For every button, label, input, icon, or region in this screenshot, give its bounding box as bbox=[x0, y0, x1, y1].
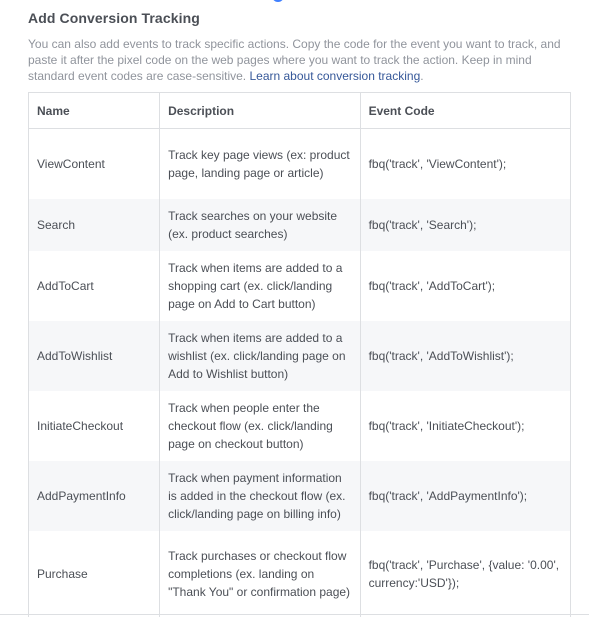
event-description: Track searches on your website (ex. product searches) bbox=[160, 199, 360, 251]
event-description: Track when payment information is added in the checkout flow (ex. click/landing page on billing info) bbox=[160, 461, 360, 531]
event-code[interactable]: fbq('track', 'AddPaymentInfo'); bbox=[360, 461, 570, 531]
event-description: Track when people enter the checkout flow (ex. click/landing page on checkout button) bbox=[160, 391, 360, 461]
event-code[interactable]: fbq('track', 'ViewContent'); bbox=[360, 129, 570, 200]
event-name: Search bbox=[29, 199, 160, 251]
table-row bbox=[29, 461, 571, 531]
table-row bbox=[29, 391, 571, 461]
column-header-name: Name bbox=[29, 93, 160, 129]
event-code[interactable]: fbq('track', 'Purchase', {value: '0.00', currency:'USD'}); bbox=[360, 531, 570, 617]
table-row bbox=[29, 531, 571, 617]
table-row bbox=[29, 251, 571, 321]
event-code[interactable]: fbq('track', 'Search'); bbox=[360, 199, 570, 251]
learn-about-conversion-tracking-link[interactable]: Learn about conversion tracking bbox=[249, 69, 421, 83]
table-row bbox=[29, 321, 571, 391]
info-icon bbox=[272, 0, 284, 2]
table-row bbox=[29, 199, 571, 251]
standard-events-table bbox=[28, 92, 571, 617]
event-name: AddToCart bbox=[29, 251, 160, 321]
event-name: AddToWishlist bbox=[29, 321, 160, 391]
divider bbox=[0, 614, 589, 615]
event-name: AddPaymentInfo bbox=[29, 461, 160, 531]
event-code[interactable]: fbq('track', 'InitiateCheckout'); bbox=[360, 391, 570, 461]
table-row bbox=[29, 129, 571, 200]
event-description: Track key page views (ex: product page, landing page or article) bbox=[160, 129, 360, 200]
event-name: InitiateCheckout bbox=[29, 391, 160, 461]
table-header-row bbox=[29, 93, 571, 129]
intro-text: You can also add events to track specific actions. Copy the code for the event you want to track, and paste it after the pixel code on the web pages where you want to track the action. Keep in mind standard event codes are case-sensitive. Learn about conversion tracking. bbox=[28, 37, 561, 83]
event-name: Purchase bbox=[29, 531, 160, 617]
column-header-description: Description bbox=[160, 93, 360, 129]
event-code[interactable]: fbq('track', 'AddToCart'); bbox=[360, 251, 570, 321]
event-name: ViewContent bbox=[29, 129, 160, 200]
event-description: Track purchases or checkout flow completions (ex. landing on "Thank You" or confirmation page) bbox=[160, 531, 360, 617]
event-description: Track when items are added to a wishlist (ex. click/landing page on Add to Wishlist button) bbox=[160, 321, 360, 391]
event-code[interactable]: fbq('track', 'AddToWishlist'); bbox=[360, 321, 570, 391]
event-description: Track when items are added to a shopping cart (ex. click/landing page on Add to Cart button) bbox=[160, 251, 360, 321]
intro-description: You can also add events to track specific actions. Copy the code for the event you want to track, and paste it after the pixel code on the web pages where you want to track the action. Keep in mind standard event codes are case-sensitive. bbox=[28, 37, 561, 83]
column-header-event-code: Event Code bbox=[360, 93, 570, 129]
section-title: Add Conversion Tracking bbox=[28, 10, 200, 26]
